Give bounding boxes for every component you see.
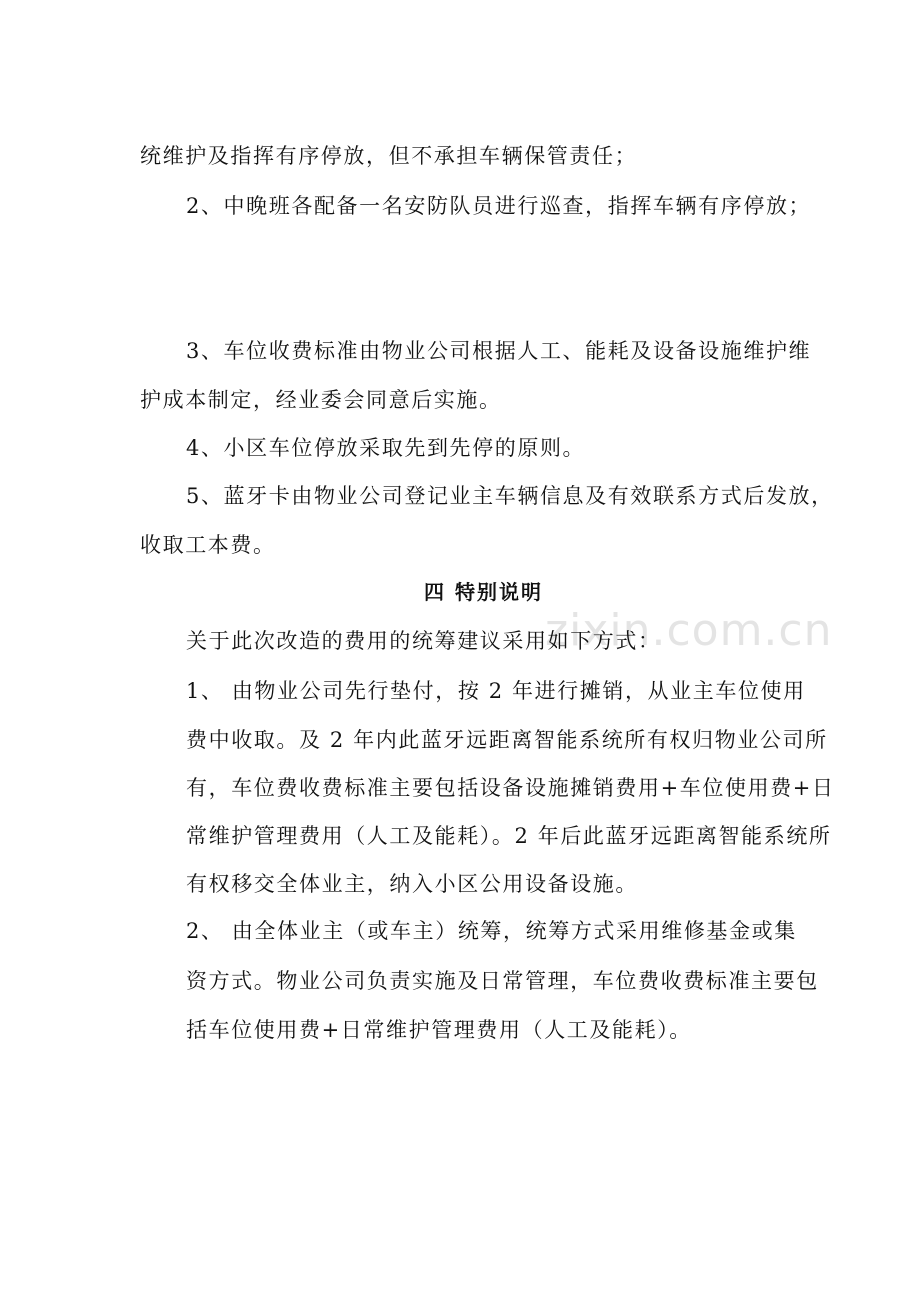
text-line: 有权移交全体业主，纳入小区公用设备设施。	[186, 872, 638, 896]
text-line: 统维护及指挥有序停放，但不承担车辆保管责任；	[140, 144, 638, 168]
text-line: 有，车位费收费标准主要包括设备设施摊销费用+车位使用费+日	[186, 776, 835, 800]
watermark: zixin.com.cn	[545, 605, 833, 656]
text-line: 收取工本费。	[140, 533, 276, 557]
text-line: 关于此次改造的费用的统筹建议采用如下方式：	[186, 629, 661, 653]
text-line: 3、车位收费标准由物业公司根据人工、能耗及设备设施维护维	[186, 339, 812, 363]
text-line: 护成本制定，经业委会同意后实施。	[140, 388, 502, 412]
text-line: 费中收取。及 2 年内此蓝牙远距离智能系统所有权归物业公司所	[186, 728, 828, 752]
text-line: 4、小区车位停放采取先到先停的原则。	[186, 436, 586, 460]
text-line: 2、 由全体业主（或车主）统筹，统筹方式采用维修基金或集	[186, 919, 797, 943]
text-line: 2、中晚班各配备一名安防队员进行巡查，指挥车辆有序停放；	[186, 194, 812, 218]
text-line: 资方式。物业公司负责实施及日常管理，车位费收费标准主要包	[186, 969, 819, 993]
text-line: 5、蓝牙卡由物业公司登记业主车辆信息及有效联系方式后发放，	[186, 484, 834, 508]
text-line: 括车位使用费+日常维护管理费用（人工及能耗）。	[186, 1018, 692, 1042]
text-line: 常维护管理费用（人工及能耗）。2 年后此蓝牙远距离智能系统所	[186, 824, 832, 848]
section-heading: 四 特别说明	[424, 580, 543, 604]
text-line: 1、 由物业公司先行垫付，按 2 年进行摊销，从业主车位使用	[186, 679, 806, 703]
